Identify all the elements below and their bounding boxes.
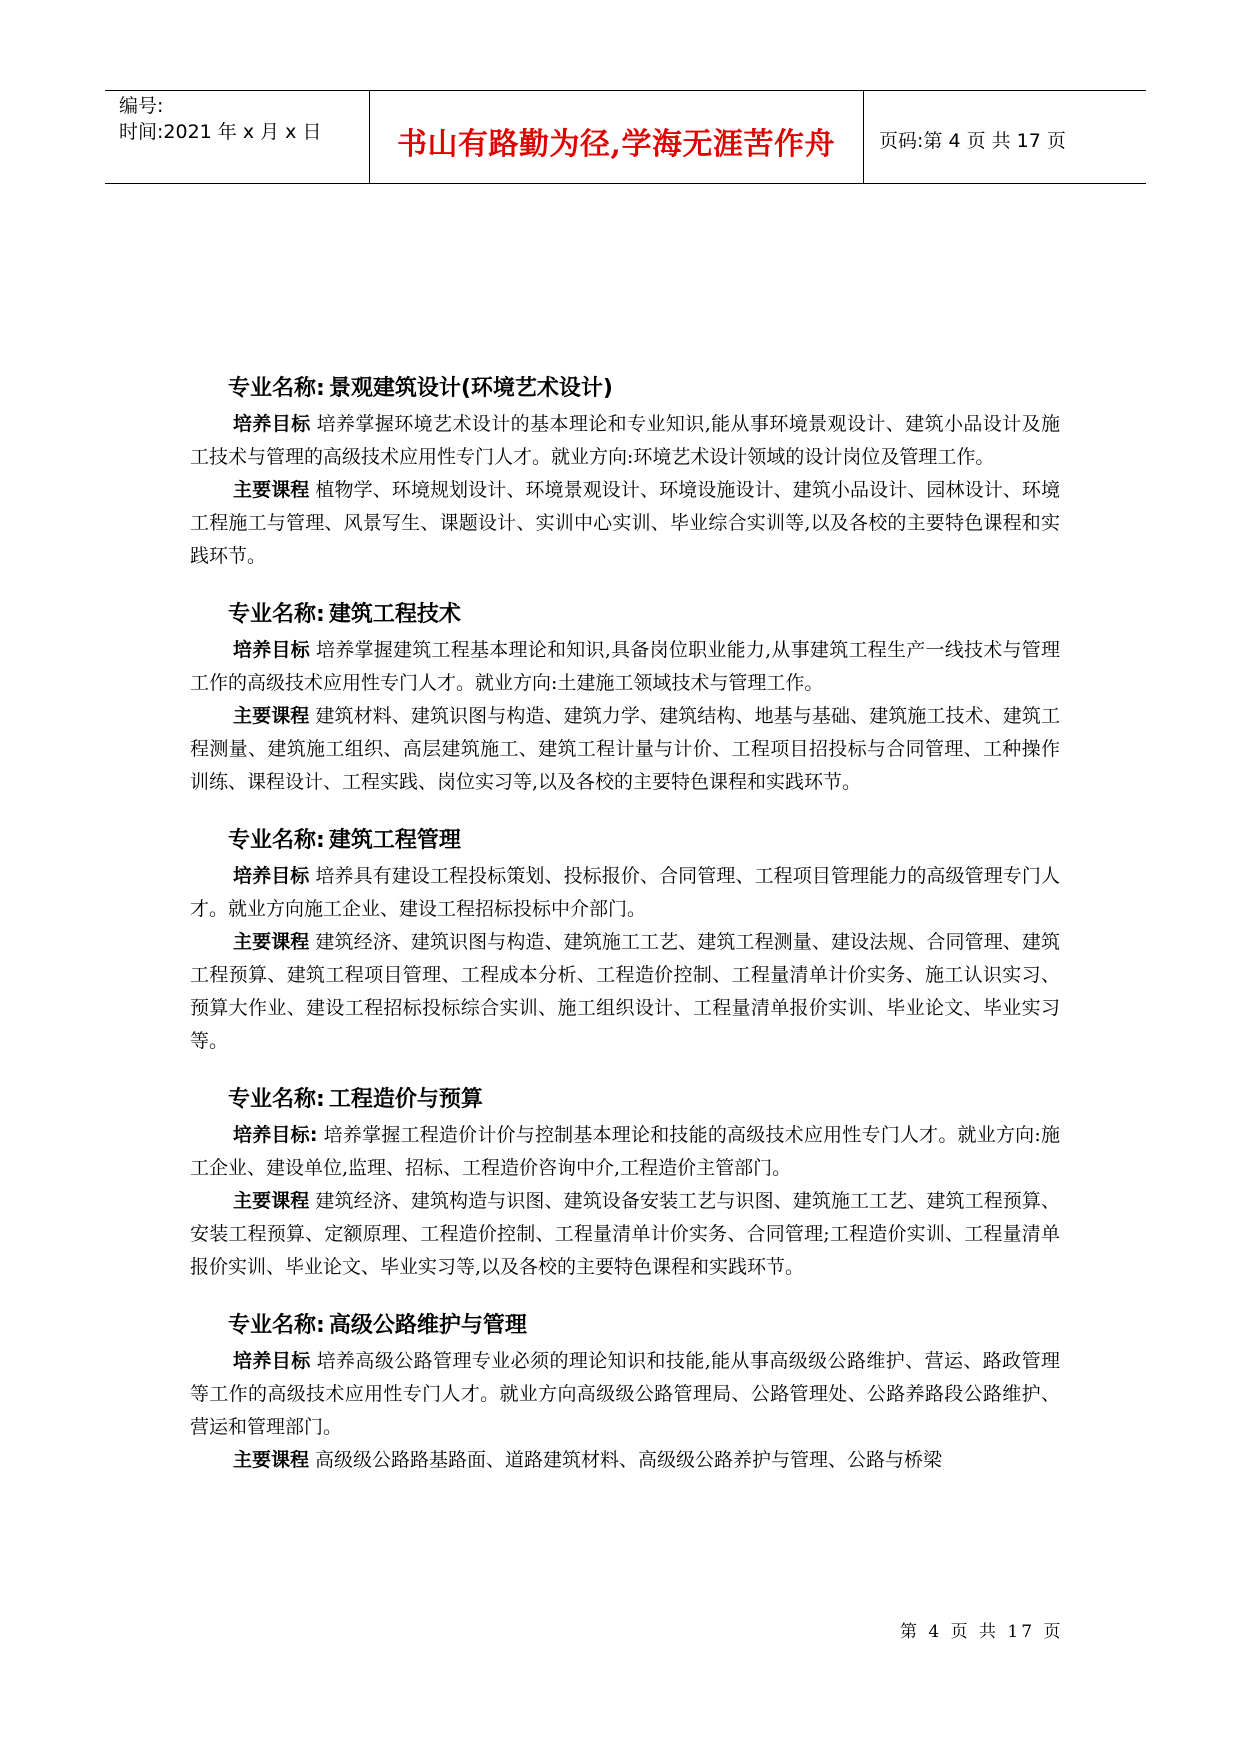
main-courses-label: 主要课程 (233, 1190, 310, 1212)
main-courses-text: 建筑经济、建筑构造与识图、建筑设备安装工艺与识图、建筑施工工艺、建筑工程预算、 安装工程预算、定额原理、工程造价控制、工程量清单计价实务、合同管理;工程造价实训、工程量清单报价实训、毕业论文、毕业实习等,以及各校的主要特色课程和实践环节。 (190, 1190, 1060, 1278)
training-goal-text: 培养具有建设工程投标策划、投标报价、合同管理、工程项目管理能力的高级管理专门人才。就业方向施工企业、建设工程招标投标中介部门。 (190, 865, 1060, 920)
major-title-label: 专业名称: (228, 1313, 325, 1338)
header-meta-cell (105, 91, 370, 183)
training-goal-text: 培养掌握环境艺术设计的基本理论和专业知识,能从事环境景观设计、建筑小品设计及施工技术与管理的高级技术应用性专门人才。就业方向:环境艺术设计领域的设计岗位及管理工作。 (190, 413, 1060, 468)
document-time-label: 时间:2021 年 x 月 x 日 (119, 121, 322, 143)
training-goal-text: 培养高级公路管理专业必须的理论知识和技能,能从事高级级公路维护、营运、路政管理等工作的高级技术应用性专门人才。就业方向高级级公路管理局、公路管理处、公路养路段公路维护、营运和管理部门。 (190, 1350, 1060, 1438)
major-title-label: 专业名称: (228, 376, 325, 401)
training-goal (190, 408, 1060, 474)
training-goal-label: 培养目标 (233, 865, 310, 887)
document-header (105, 90, 1146, 184)
major-title-text: 高级公路维护与管理 (328, 1313, 527, 1338)
training-goal-label: 培养目标 (233, 639, 311, 661)
main-courses (190, 926, 1060, 1058)
major-title-text: 建筑工程管理 (328, 828, 461, 853)
main-courses-text: 高级级公路路基路面、道路建筑材料、高级级公路养护与管理、公路与桥梁 (315, 1449, 943, 1471)
header-page-cell (865, 91, 1146, 183)
page-footer: 第 4 页 共 17 页 (900, 1622, 1064, 1642)
header-motto-cell (370, 91, 864, 183)
training-goal (190, 860, 1060, 926)
training-goal-label: 培养目标 (233, 413, 311, 435)
document-body (190, 372, 1060, 1502)
training-goal-label: 培养目标 (233, 1350, 311, 1372)
major-section (190, 1309, 1060, 1477)
main-courses-text: 建筑经济、建筑识图与构造、建筑施工工艺、建筑工程测量、建设法规、合同管理、建筑工程预算、建筑工程项目管理、工程成本分析、工程造价控制、工程量清单计价实务、施工认识实习、预算大作业、建设工程招标投标综合实训、施工组织设计、工程量清单报价实训、毕业论文、毕业实习等。 (190, 931, 1060, 1052)
header-motto: 书山有路勤为径,学海无涯苦作舟 (397, 127, 835, 162)
training-goal (190, 1345, 1060, 1444)
major-title-label: 专业名称: (228, 828, 325, 853)
training-goal-text: 培养掌握工程造价计价与控制基本理论和技能的高级技术应用性专门人才。就业方向:施工企业、建设单位,监理、招标、工程造价咨询中介,工程造价主管部门。 (190, 1124, 1060, 1179)
major-title-label: 专业名称: (228, 1087, 325, 1112)
main-courses (190, 1185, 1060, 1284)
major-section (190, 1083, 1060, 1284)
major-title-text: 工程造价与预算 (328, 1087, 483, 1112)
training-goal (190, 1119, 1060, 1185)
main-courses-label: 主要课程 (233, 931, 310, 953)
document-number-label: 编号: (119, 95, 164, 117)
major-title (190, 824, 1060, 858)
major-section (190, 598, 1060, 799)
main-courses (190, 700, 1060, 799)
major-title (190, 1083, 1060, 1117)
main-courses-label: 主要课程 (233, 1449, 310, 1471)
training-goal-label: 培养目标: (233, 1124, 318, 1146)
main-courses (190, 474, 1060, 573)
header-page-info: 页码:第 4 页 共 17 页 (879, 130, 1066, 152)
training-goal-text: 培养掌握建筑工程基本理论和知识,具备岗位职业能力,从事建筑工程生产一线技术与管理工作的高级技术应用性专门人才。就业方向:土建施工领域技术与管理工作。 (190, 639, 1060, 694)
major-title-text: 建筑工程技术 (328, 602, 461, 627)
major-title (190, 1309, 1060, 1343)
main-courses (190, 1444, 1060, 1477)
major-title (190, 372, 1060, 406)
major-title-text: 景观建筑设计(环境艺术设计) (328, 376, 613, 401)
major-section (190, 824, 1060, 1058)
major-section (190, 372, 1060, 573)
main-courses-text: 植物学、环境规划设计、环境景观设计、环境设施设计、建筑小品设计、园林设计、环境工程施工与管理、风景写生、课题设计、实训中心实训、毕业综合实训等,以及各校的主要特色课程和实践环节。 (190, 479, 1060, 567)
training-goal (190, 634, 1060, 700)
main-courses-text: 建筑材料、建筑识图与构造、建筑力学、建筑结构、地基与基础、建筑施工技术、建筑工程测量、建筑施工组织、高层建筑施工、建筑工程计量与计价、工程项目招投标与合同管理、工种操作训练、课程设计、工程实践、岗位实习等,以及各校的主要特色课程和实践环节。 (190, 705, 1060, 793)
main-courses-label: 主要课程 (233, 705, 310, 727)
major-title (190, 598, 1060, 632)
main-courses-label: 主要课程 (233, 479, 310, 501)
major-title-label: 专业名称: (228, 602, 325, 627)
